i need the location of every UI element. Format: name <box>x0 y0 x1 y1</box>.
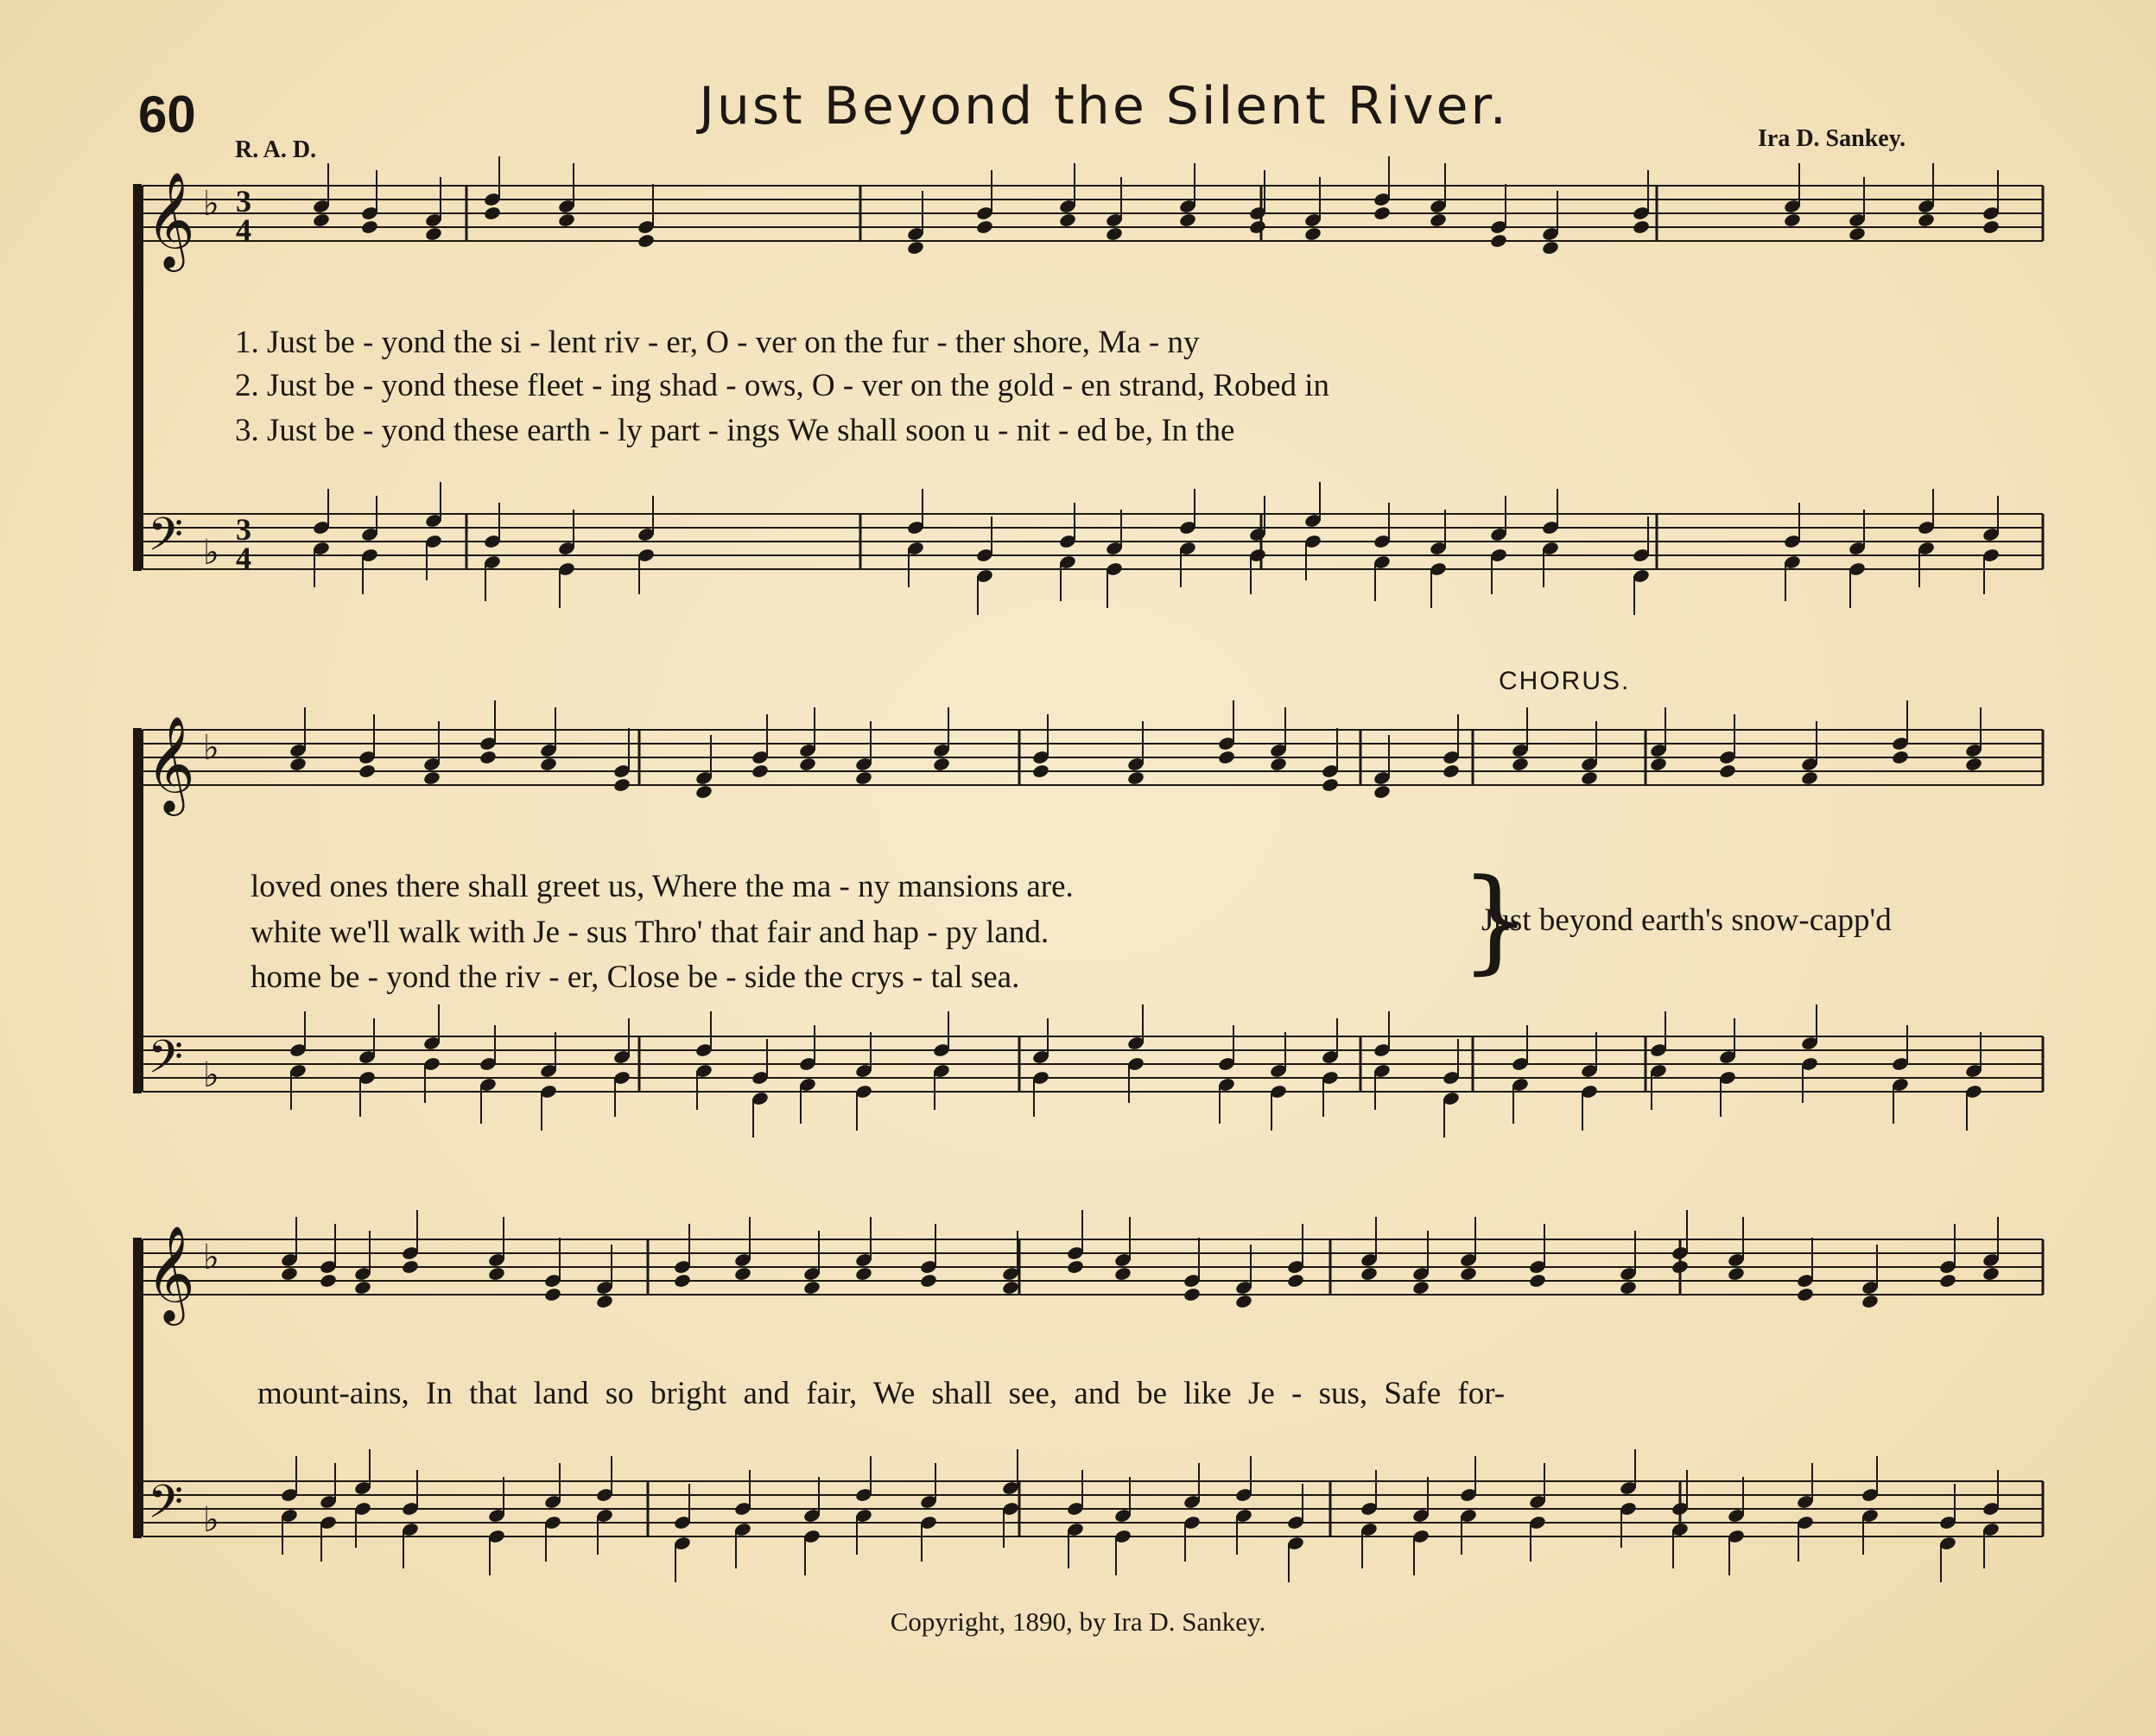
flat-icon: ♭ <box>203 1500 219 1540</box>
note-head <box>798 757 816 772</box>
lyricist-credit: R. A. D. <box>235 136 317 163</box>
note-head <box>422 770 441 786</box>
note-head <box>1178 212 1196 228</box>
time-signature-numerator: 3 <box>236 184 251 219</box>
note-head <box>975 219 993 235</box>
note-head <box>1105 226 1123 242</box>
note-head <box>1917 212 1935 228</box>
note-head <box>1360 1266 1378 1282</box>
bass-clef-icon: 𝄢 <box>148 1031 184 1095</box>
note-head <box>694 784 713 800</box>
note-head <box>1373 784 1391 800</box>
time-signature-denominator: 4 <box>236 541 251 575</box>
note-head <box>557 212 575 228</box>
flat-icon: ♭ <box>203 184 219 224</box>
flat-icon: ♭ <box>203 1238 219 1277</box>
note-head <box>1727 1266 1745 1282</box>
system2-chorus-start: Just beyond earth's snow-capp'd <box>1481 903 1892 938</box>
note-head <box>353 1280 371 1296</box>
hymn-title: Just Beyond the Silent River. <box>699 76 1509 136</box>
note-head <box>319 1273 337 1289</box>
flat-icon: ♭ <box>203 728 219 768</box>
note-head <box>919 1273 937 1289</box>
system1-verse2: 2. Just be - yond these fleet - ing shad - ows, O - ver on the gold - en strand, Robed in <box>235 368 1329 403</box>
time-signature-numerator: 3 <box>236 512 251 547</box>
system2-verse3: home be - yond the riv - er, Close be - side the crys - tal sea. <box>250 960 1020 995</box>
note-head <box>483 206 501 221</box>
note-head <box>1964 757 1982 772</box>
bass-clef-icon: 𝄢 <box>148 1476 184 1540</box>
verse-brace: } <box>1460 854 1531 985</box>
note-head <box>1489 233 1507 249</box>
note-head <box>751 763 769 779</box>
system2-verse1: loved ones there shall greet us, Where the ma - ny mansions are. <box>250 869 1074 904</box>
note-head <box>673 1273 691 1289</box>
chorus-label: CHORUS. <box>1499 667 1631 695</box>
time-signature-denominator: 4 <box>236 212 251 247</box>
copyright-notice: Copyright, 1890, by Ira D. Sankey. <box>890 1606 1266 1637</box>
note-head <box>854 1266 872 1282</box>
composer-credit: Ira D. Sankey. <box>1758 125 1906 152</box>
flat-icon: ♭ <box>203 1055 219 1095</box>
system2-verse2: white we'll walk with Je - sus Thro' that fair and hap - py land. <box>250 915 1049 950</box>
note-head <box>1861 1294 1879 1309</box>
note-head <box>1373 206 1391 221</box>
treble-clef-icon: 𝄞 <box>146 171 195 268</box>
note-head <box>424 226 442 242</box>
note-head <box>1286 1273 1304 1289</box>
note-head <box>1126 770 1145 786</box>
note-head <box>1671 1259 1689 1275</box>
note-head <box>1217 750 1235 765</box>
note-head <box>1783 212 1801 228</box>
note-head <box>1429 212 1447 228</box>
page-number: 60 <box>138 86 196 143</box>
note-head <box>1442 763 1460 779</box>
note-head <box>1031 763 1049 779</box>
note-head <box>289 757 307 772</box>
note-head <box>637 233 655 249</box>
note-head <box>1234 1294 1252 1309</box>
note-head <box>1938 1273 1956 1289</box>
note-head <box>1619 1280 1637 1296</box>
note-head <box>1113 1266 1132 1282</box>
note-head <box>733 1266 751 1282</box>
note-head <box>1800 770 1818 786</box>
note-head <box>1269 757 1287 772</box>
note-head <box>360 219 378 235</box>
note-head <box>280 1266 298 1282</box>
system3-chorus: mount-ains, In that land so bright and fair, We shall see, and be like Je - sus, Safe for- <box>257 1376 1506 1411</box>
note-head <box>1796 1287 1814 1302</box>
note-head <box>358 763 376 779</box>
note-head <box>1459 1266 1477 1282</box>
note-head <box>312 212 330 228</box>
note-head <box>1183 1287 1201 1302</box>
note-head <box>543 1287 561 1302</box>
note-head <box>1891 750 1909 765</box>
note-head <box>1066 1259 1084 1275</box>
bass-clef-icon: 𝄢 <box>148 509 184 573</box>
note-head <box>802 1280 821 1296</box>
note-head <box>1528 1273 1546 1289</box>
note-head <box>1541 240 1559 256</box>
note-head <box>932 757 950 772</box>
note-head <box>1982 1266 2000 1282</box>
note-head <box>487 1266 505 1282</box>
note-head <box>1632 219 1650 235</box>
note-head <box>1982 219 2000 235</box>
note-head <box>906 240 924 256</box>
note-head <box>1058 212 1076 228</box>
note-head <box>1411 1280 1430 1296</box>
note-head <box>612 777 631 793</box>
note-head <box>1001 1280 1019 1296</box>
note-head <box>1248 219 1266 235</box>
note-head <box>1321 777 1339 793</box>
note-head <box>595 1294 613 1309</box>
note-head <box>1718 763 1736 779</box>
note-head <box>539 757 557 772</box>
note-head <box>854 770 872 786</box>
note-head <box>1580 770 1598 786</box>
note-head <box>1511 757 1529 772</box>
note-head <box>1649 757 1667 772</box>
system1-verse1: 1. Just be - yond the si - lent riv - er, O - ver on the fur - ther shore, Ma - ny <box>235 325 1200 360</box>
treble-clef-icon: 𝄞 <box>146 1225 195 1321</box>
flat-icon: ♭ <box>203 533 219 573</box>
system1-verse3: 3. Just be - yond these earth - ly part - ings We shall soon u - nit - ed be, In the <box>235 413 1235 448</box>
note-head <box>1848 226 1866 242</box>
note-head <box>1303 226 1322 242</box>
note-head <box>401 1259 419 1275</box>
treble-clef-icon: 𝄞 <box>146 715 195 812</box>
note-head <box>479 750 497 765</box>
